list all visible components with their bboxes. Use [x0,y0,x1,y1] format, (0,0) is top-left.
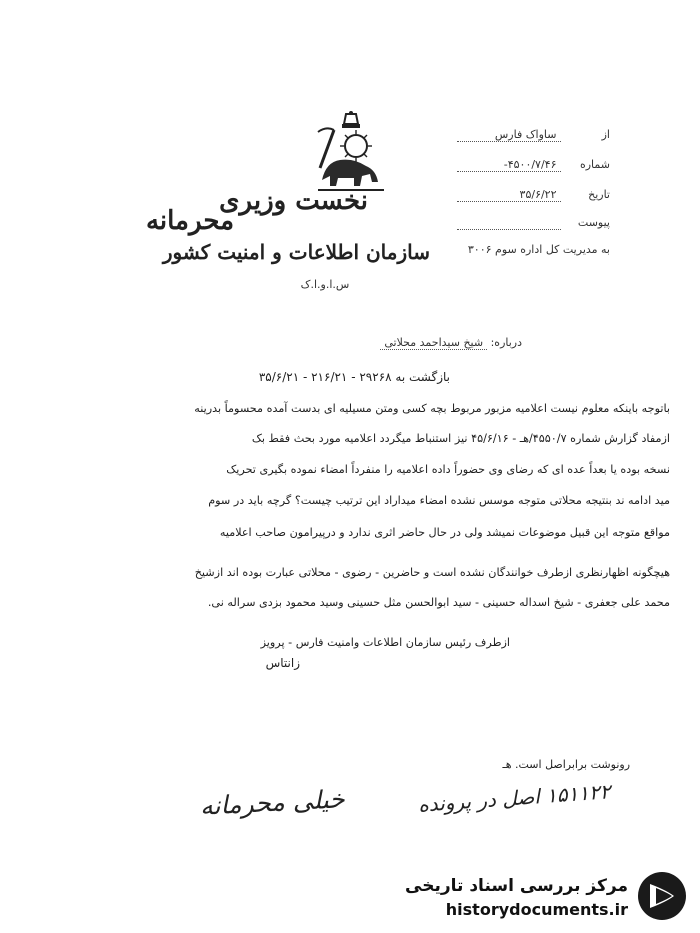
body-line: باتوجه باینکه معلوم نیست اعلامیه مزبور مربوط بچه کسی ومتن مسیلیه ای بدست آمده محسوماً بدرینه [194,402,670,415]
meta-routing: به مدیریت کل اداره سوم ۳۰۰۶ [467,243,610,256]
meta-attachment-label: پیوست [577,216,610,229]
meta-date-value: ۳۵/۶/۲۲ [457,188,561,202]
signature-line: ازطرف رئیس سازمان اطلاعات وامنیت فارس - پرویز [260,636,510,649]
body-line: هیچگونه اظهارنظری ازطرف خوانندگان نشده است و حاضرین - رضوی - محلاتی عبارت بوده اند ازشیخ [194,566,670,579]
organization-heading: سازمان اطلاعات و امنیت کشور [162,240,430,264]
copy-certification: رونوشت برابراصل است. هـ [502,758,630,771]
handwritten-classification: خیلی محرمانه [199,784,346,821]
meta-from [457,128,611,142]
meta-date [457,188,611,202]
watermark-url[interactable]: historydocuments.ir [445,900,628,919]
meta-from-label: از [601,128,610,141]
subject-value: شیخ سیداحمد محلاتی [380,336,487,350]
meta-attachment-value [457,216,561,230]
body-line: محمد علی جعفری - شیخ اسداله حسینی - سید ابوالحسن مثل حسینی وسید محمود بزدی سراله نی. [207,596,670,609]
meta-number [457,158,611,172]
body-line: مواقع متوجه این قبیل موضوعات نمیشد ولی در حال حاضر اثری ندارد و درپیرامون صاحب اعلامیه [219,526,670,539]
lion-and-sun-emblem [312,110,390,196]
subject-label: درباره: [490,336,522,349]
meta-number-value: ۴۵۰۰/۷/۴۶- [457,158,561,172]
archive-logo-icon [636,870,688,922]
body-line: نسخه بوده یا بعداً عده ای که رضای وی حضوراً داده اعلامیه را منفرداً امضاء نموده بگیری تحریک [226,463,670,476]
body-line: ازمفاد گزارش شماره ۴۵۵۰/۷/هـ - ۴۵/۶/۱۶ نیز استنباط میگردد اعلامیه مورد بحث فقط بک [251,432,670,445]
handwritten-file-number: ۱۵۱۱۲۲ اصل در پرونده [417,779,612,817]
meta-attachment [457,216,611,230]
body-line: مید ادامه ند بنتیجه محلاتی متوجه موسس نشده امضاء میداراد این ترتیب چیست؟ گرچه باید در سوم [208,494,670,507]
classification-heading: محرمانه [145,206,235,236]
prime-ministry-heading: نخست وزیری [219,186,368,216]
subject-line [380,336,522,350]
organization-code: س.ا.و.ا.ک [300,278,350,291]
watermark-name: مرکز بررسی اسناد تاریخی [405,876,628,896]
signature-name: زانتاس [265,656,300,670]
meta-from-value: ساواک فارس [457,128,561,142]
meta-number-label: شماره [579,158,610,171]
reference-line: بازگشت به ۲۹۲۶۸ - ۲۱۶/۲۱ - ۳۵/۶/۲۱ [258,370,450,384]
meta-date-label: تاریخ [588,188,610,201]
